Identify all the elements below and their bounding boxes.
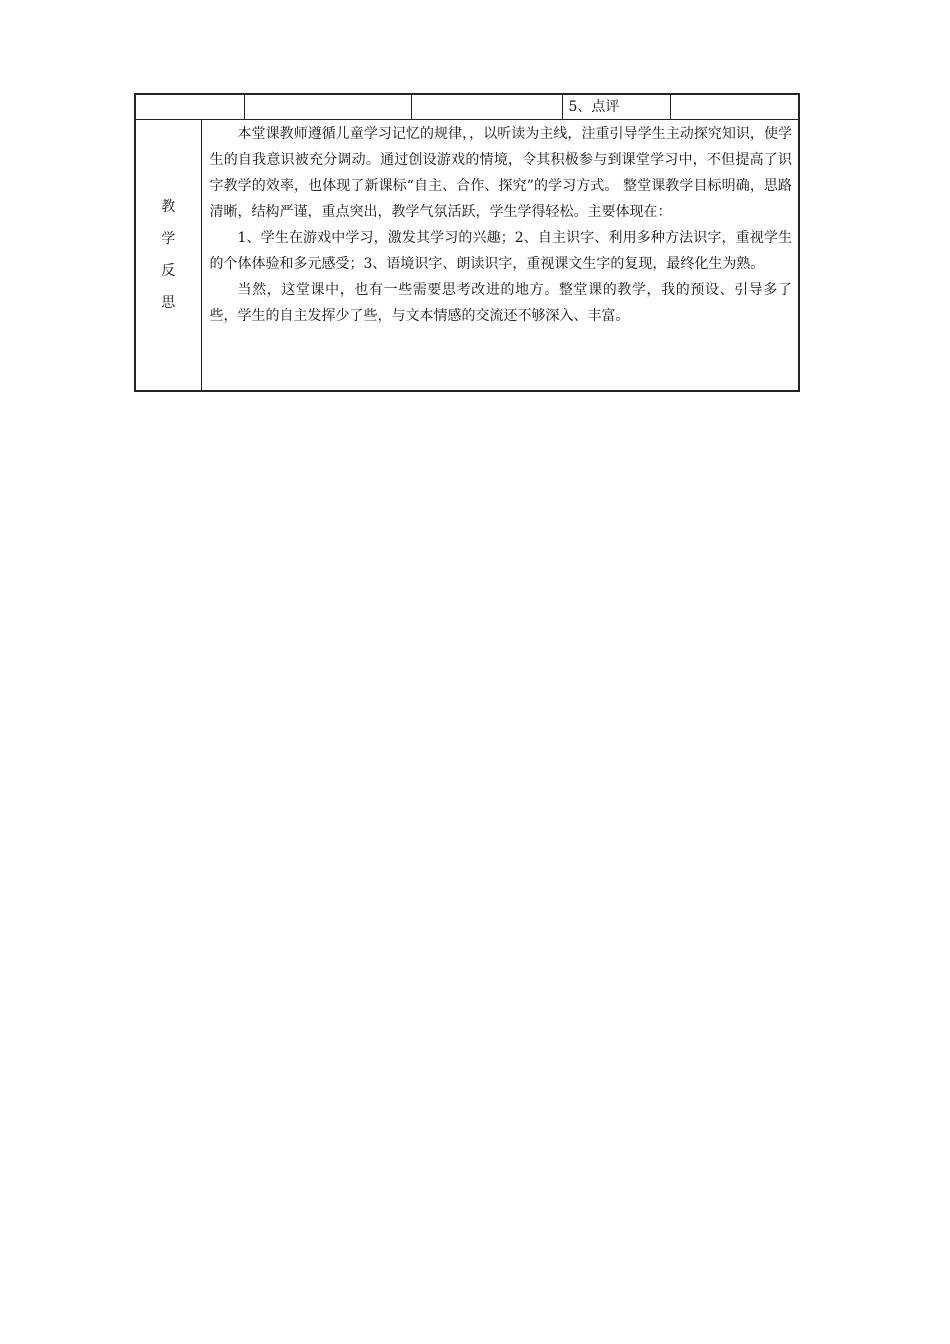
reflection-label: [136, 191, 201, 319]
reflection-label-cell: [135, 120, 201, 392]
label-char: 教: [161, 199, 176, 215]
reflection-content-cell: [201, 120, 799, 392]
reflection-content: [202, 120, 799, 329]
top-cell-1: [135, 94, 244, 120]
top-cell-2: [244, 94, 411, 120]
top-cell-5: [670, 94, 799, 120]
top-row: [135, 94, 799, 120]
label-char: 思: [161, 295, 176, 311]
label-char: 反: [161, 263, 176, 279]
review-step-label: 5、点评: [568, 99, 620, 115]
label-char: 学: [161, 231, 176, 247]
reflection-paragraph: 本堂课教师遵循儿童学习记忆的规律，，以听读为主线，注重引导学生主动探究知识，使学生的自我意识被充分调动。通过创设游戏的情境，令其积极参与到课堂学习中，不但提高了识字教学的效率，也体现了新课标“自主、合作、探究”的学习方式。 整堂课教学目标明确，思路清晰，结构严谨，重点突出，教学气氛活跃，学生学得轻松。主要体现在：: [209, 126, 792, 220]
top-cell-3: [411, 94, 562, 120]
top-cell-review: [562, 94, 670, 120]
reflection-paragraph: 当然，这堂课中，也有一些需要思考改进的地方。整堂课的教学，我的预设、引导多了些，学生的自主发挥少了些，与文本情感的交流还不够深入、丰富。: [209, 282, 792, 324]
reflection-paragraph: 1、学生在游戏中学习，激发其学习的兴趣；2、自主识字、利用多种方法识字，重视学生的个体体验和多元感受；3、语境识字、朗读识字，重视课文生字的复现，最终化生为熟。: [209, 230, 792, 272]
reflection-row: [135, 120, 799, 392]
lesson-table: [134, 93, 800, 392]
